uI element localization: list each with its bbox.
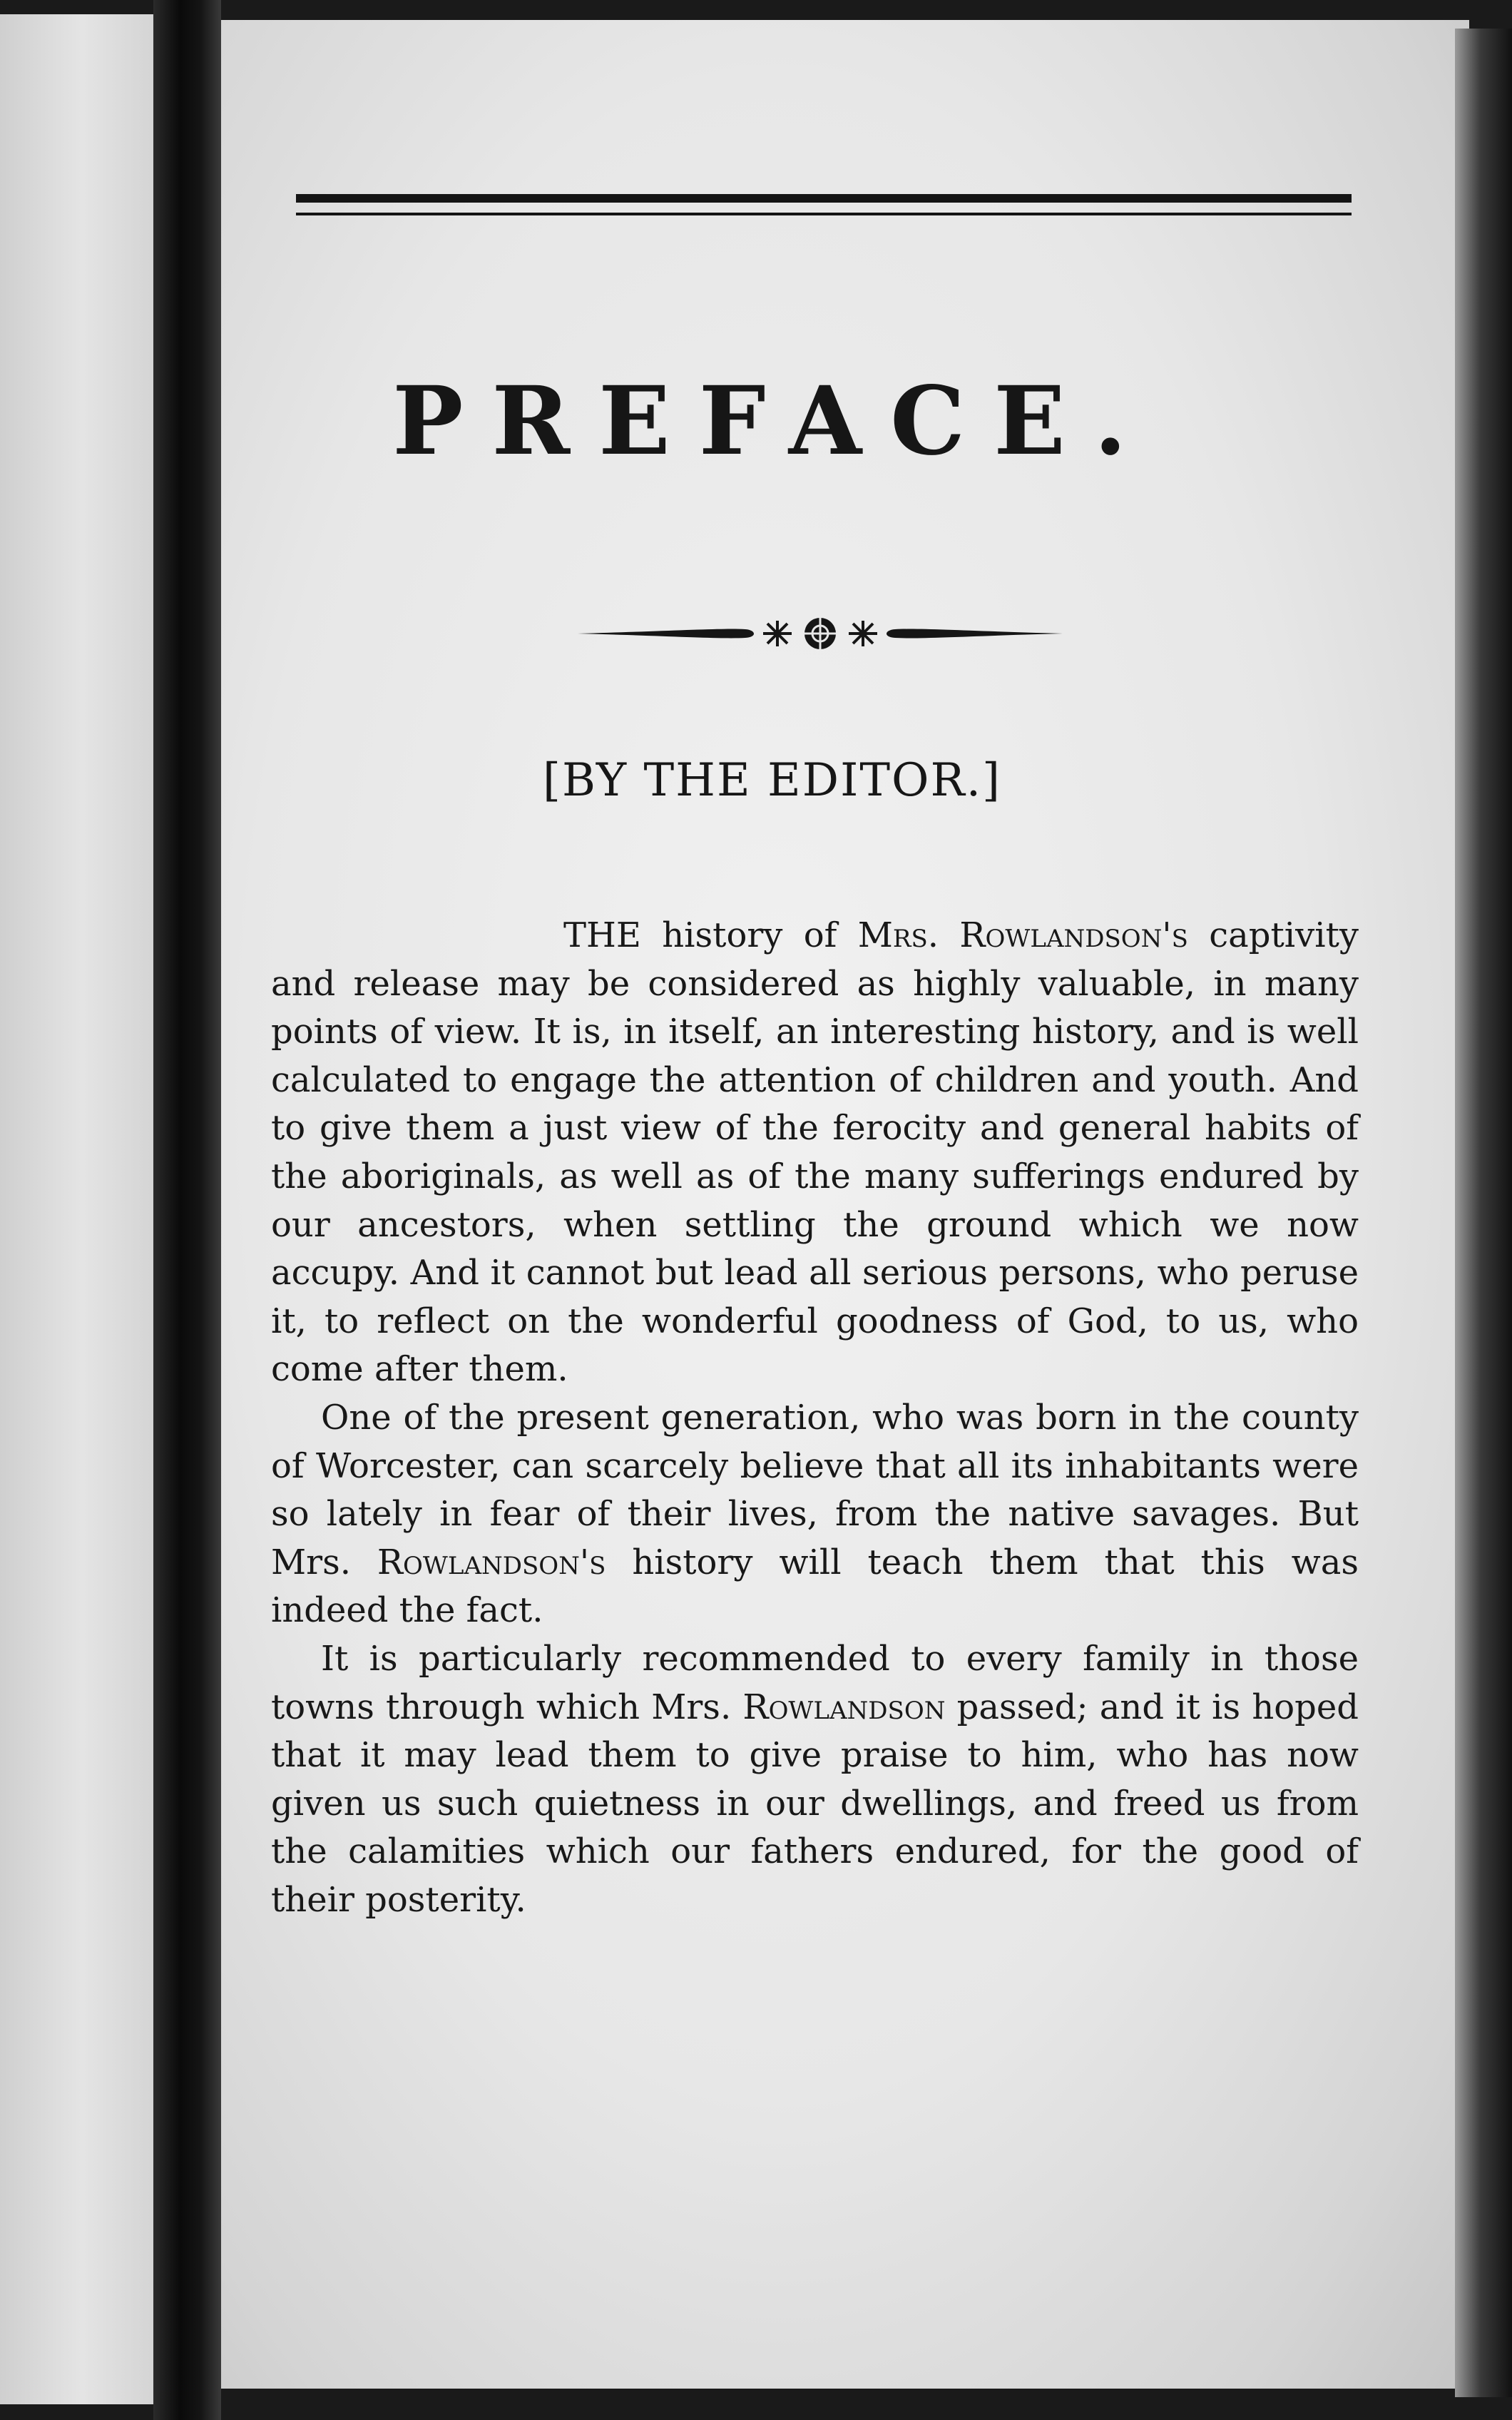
small-caps-name: Rowlandson — [742, 1687, 946, 1727]
small-caps-name: Rowlandson's — [377, 1542, 606, 1582]
paragraph — [271, 1635, 1359, 1925]
editor-byline: [BY THE EDITOR.] — [543, 754, 1001, 807]
header-rule-thick — [296, 194, 1352, 203]
book-gutter — [153, 0, 221, 2420]
page-title: PREFACE. — [392, 366, 1155, 477]
paragraph — [271, 1394, 1359, 1635]
facing-page — [0, 14, 164, 2404]
text-run: It is particularly recommended to every family in those towns through which Mrs. — [271, 1638, 1359, 1727]
text-run: One of the present generation, who was born in the county of Worcester, can scarcely believe that all its inhabitants were so lately in fear of their lives, from the native savages. But Mrs. — [271, 1397, 1359, 1582]
preface-body — [271, 912, 1359, 1924]
text-run: passed; and it is hoped that it may lead them to give praise to him, who has now given us such quietness in our dwellings, and freed us from the calamities which our fathers endured, for the good of their posterity. — [271, 1687, 1359, 1920]
header-rule-thin — [296, 213, 1352, 215]
text-run: THE history of — [563, 915, 858, 955]
ornament-divider — [578, 612, 1063, 655]
paragraph — [271, 912, 1359, 1394]
text-run: history will teach them that this was indeed the fact. — [271, 1542, 1359, 1631]
text-run: captivity and release may be considered as highly valuable, in many points of view. It is, in itself, an interesting history, and is well calculated to engage the attention of children and youth. And to give them a just view of the ferocity and general habits of the aboriginals, as well as of the many sufferings endured by our ancestors, when settling the ground which we now accupy. And it cannot but lead all serious persons, who peruse it, to reflect on the wonderful goodness of God, to us, who come after them. — [271, 915, 1359, 1390]
small-caps-name: Mrs. Rowlandson's — [857, 915, 1188, 955]
